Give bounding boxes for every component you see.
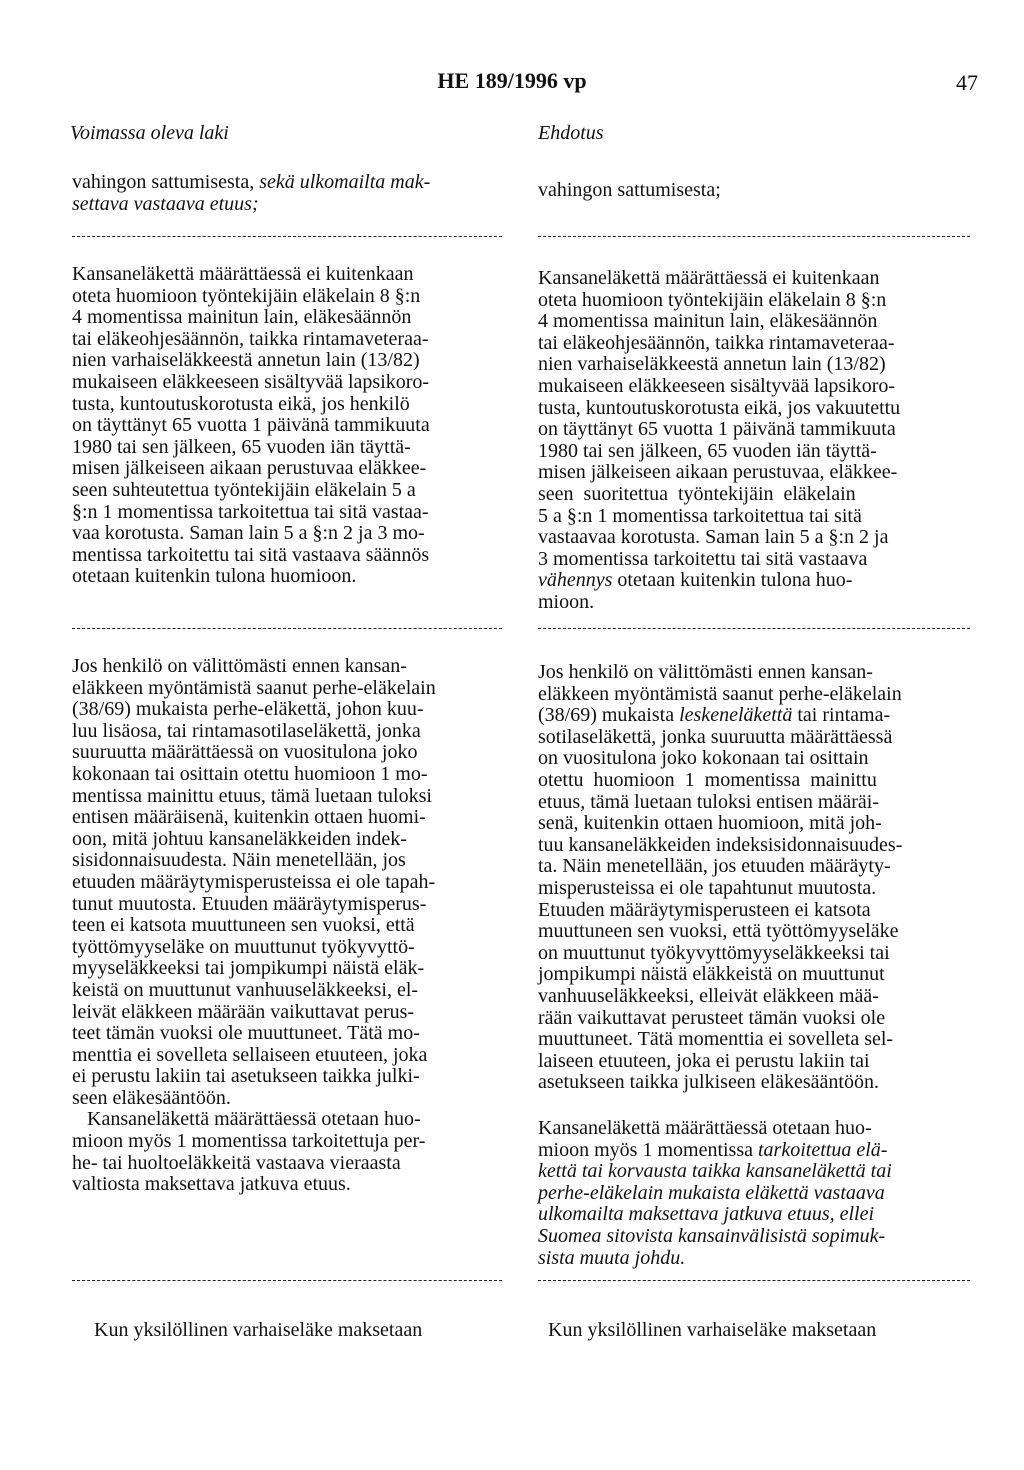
text-line: vastaavaa korotusta. Saman lain 5 a §:n 2 ja	[538, 526, 889, 549]
right-paragraph-3	[538, 1118, 892, 1269]
italic-text: leskeneläkettä	[679, 704, 793, 727]
text-line: vahingon sattumisesta;	[538, 179, 721, 201]
page-number: 47	[956, 70, 978, 95]
text-line: luu lisäosa, tai rintamasotilaseläkettä, jonka	[72, 719, 421, 742]
text-line: entisen määräisenä, kuitenkin ottaen huomi-	[72, 806, 426, 829]
text-line: 5 a §:n 1 momentissa tarkoitettua tai sitä	[538, 504, 862, 527]
text-line: 1980 tai sen jälkeen, 65 vuoden iän täyttä-	[538, 439, 877, 462]
text-line: vahingon sattumisesta, sekä ulkomailta mak-	[72, 171, 431, 193]
right-separator	[538, 1280, 970, 1281]
text-line: Kansaneläkettä määrättäessä otetaan huo-	[538, 1117, 872, 1139]
text-line: misperusteissa ei ole tapahtunut muutosta.	[538, 876, 877, 899]
text-line: otetaan kuitenkin tulona huomioon.	[72, 565, 357, 588]
italic-text: sista muuta johdu.	[538, 1246, 686, 1269]
text-line: oteta huomioon työntekijäin eläkelain 8 §:n	[72, 284, 421, 307]
text-line: Kansaneläkettä määrättäessä ei kuitenkaan	[72, 263, 414, 285]
text-line: mioon.	[538, 590, 595, 613]
text-line: keistä on muuttunut vanhuuseläkkeeksi, el-	[72, 978, 419, 1001]
text-line: muuttuneet. Tätä momenttia ei sovelleta sel-	[538, 1028, 894, 1051]
page-title: HE 189/1996 vp	[437, 68, 587, 93]
text-line: oon, mitä johtuu kansaneläkkeiden indek-	[72, 827, 407, 850]
text-line: tuu kansaneläkkeiden indeksisidonnaisuudes-	[538, 833, 903, 856]
italic-text: settava vastaava etuus;	[72, 192, 259, 215]
left-paragraph-1	[72, 264, 430, 588]
text-line	[538, 1183, 892, 1205]
left-intro	[72, 172, 430, 215]
text-line: on täyttänyt 65 vuotta 1 päivänä tammikuuta	[72, 414, 430, 437]
text-line: on vuositulona joko kokonaan tai osittain	[538, 747, 869, 770]
text-line: 3 momentissa tarkoitettu tai sitä vastaava	[538, 547, 868, 570]
right-paragraph-1	[538, 268, 900, 614]
text-line: §:n 1 momentissa tarkoitettua tai sitä vastaa-	[72, 500, 429, 523]
text-line: misen jälkeiseen aikaan perustuvaa, eläkkee-	[538, 461, 898, 484]
text-line: valtiosta maksettava jatkuva etuus.	[72, 1173, 351, 1196]
text-line: teet tämän vuoksi ole muuttuneet. Tätä mo-	[72, 1022, 420, 1045]
right-separator	[538, 628, 970, 629]
text-line: tunut muutosta. Etuuden määräytymisperus-	[72, 892, 427, 915]
text-line: sotilaseläkettä, jonka suuruutta määrättäessä	[538, 725, 893, 748]
right-paragraph-2	[538, 662, 902, 1094]
italic-text: ulkomailta maksettava jatkuva etuus, ellei	[538, 1203, 875, 1226]
text-line: laiseen etuuteen, joka ei perustu lakiin tai	[538, 1049, 870, 1072]
left-paragraph-2	[72, 656, 436, 1196]
text-line: myyseläkkeeksi tai jompikumpi näistä eläk-	[72, 957, 425, 980]
right-separator	[538, 236, 970, 237]
text-line: tai eläkeohjesäännön, taikka rintamaveteraa-	[538, 331, 895, 354]
text-line: on täyttänyt 65 vuotta 1 päivänä tammikuuta	[538, 418, 896, 441]
italic-text: sekä ulkomailta mak-	[259, 171, 431, 193]
text-line: teen ei katsota muuttuneen sen vuoksi, että	[72, 914, 415, 937]
text-line: seen suhteutettua työntekijäin eläkelain 5 a	[72, 478, 416, 501]
italic-text: tarkoitettua elä-	[758, 1138, 888, 1161]
text-line: misen jälkeiseen aikaan perustuvaa eläkkee-	[72, 457, 427, 480]
text-line: otettu huomioon 1 momentissa mainittu	[538, 768, 877, 791]
text-line: tai eläkeohjesäännön, taikka rintamaveteraa-	[72, 327, 429, 350]
text-line: Jos henkilö on välittömästi ennen kansan-	[538, 661, 873, 683]
left-closing-line: Kun yksilöllinen varhaiseläke maksetaan	[94, 1319, 423, 1341]
text-line: eläkkeen myöntämistä saanut perhe-eläkelain	[538, 682, 902, 705]
text-line: tusta, kuntoutuskorotusta eikä, jos vakuutettu	[538, 396, 901, 419]
left-separator	[72, 236, 502, 237]
text-line: seen suoritettua työntekijäin eläkelain	[538, 482, 856, 505]
text-line: mukaiseen eläkkeeseen sisältyvää lapsikoro-	[538, 374, 896, 397]
text-line: Kansaneläkettä määrättäessä ei kuitenkaan	[538, 267, 880, 289]
text-line: leivät eläkkeen määrään vaikuttavat perus-	[72, 1000, 415, 1023]
text-line: jompikumpi näistä eläkkeistä on muuttunut	[538, 963, 885, 986]
text-line: etuuden määräytymisperusteissa ei ole tapah-	[72, 870, 436, 893]
text-line: ei perustu lakiin tai asetukseen taikka julki-	[72, 1065, 420, 1088]
text-line: Jos henkilö on välittömästi ennen kansan-	[72, 655, 407, 677]
text-line: muuttuneen sen vuoksi, että työttömyyseläke	[538, 920, 899, 943]
text-line: seen eläkesääntöön.	[72, 1086, 231, 1109]
text-line	[72, 194, 430, 216]
text-line	[538, 1161, 892, 1183]
text-line: tusta, kuntoutuskorotusta eikä, jos henkilö	[72, 392, 410, 415]
text-line: 1980 tai sen jälkeen, 65 vuoden iän täyttä-	[72, 435, 411, 458]
text-line: asetukseen taikka julkiseen eläkesääntöön.	[538, 1071, 879, 1094]
text-line: oteta huomioon työntekijäin eläkelain 8 §:n	[538, 288, 887, 311]
text-line: vanhuuseläkkeeksi, elleivät eläkkeen mää-	[538, 984, 879, 1007]
text-line: ta. Näin menetellään, jos etuuden määräyty-	[538, 855, 891, 878]
text-line: nien varhaiseläkkeestä annetun lain (13/82)	[538, 353, 886, 376]
text-line: 4 momentissa mainitun lain, eläkesäännön	[72, 306, 412, 329]
text-line: Kansaneläkettä määrättäessä otetaan huo-	[72, 1108, 421, 1131]
text-line: eläkkeen myöntämistä saanut perhe-eläkelain	[72, 676, 436, 699]
text-line: senä, kuitenkin ottaen huomioon, mitä joh-	[538, 812, 882, 835]
right-closing-line: Kun yksilöllinen varhaiseläke maksetaan	[548, 1319, 877, 1341]
text-line: Etuuden määräytymisperusteen ei katsota	[538, 898, 871, 921]
text-line: mioon myös 1 momentissa tarkoitettuja per-	[72, 1130, 426, 1153]
right-intro	[538, 180, 721, 202]
text-line: rään vaikuttavat perusteet tämän vuoksi ole	[538, 1006, 886, 1029]
text-line: (38/69) mukaista leskeneläkettä tai rintama-	[538, 704, 891, 727]
italic-text: vähennys	[538, 569, 613, 592]
italic-text: Suomea sitovista kansainvälisistä sopimuk-	[538, 1224, 886, 1247]
text-line: on muuttunut työkyvyttömyyseläkkeeksi tai	[538, 941, 890, 964]
text-line: mentissa mainittu etuus, tämä luetaan tuloksi	[72, 784, 432, 807]
text-line: kokonaan tai osittain otettu huomioon 1 mo-	[72, 762, 428, 785]
left-column-heading: Voimassa oleva laki	[70, 122, 229, 144]
text-line: suuruutta määrättäessä on vuositulona joko	[72, 741, 418, 764]
left-separator	[72, 628, 502, 629]
text-line: sisidonnaisuudesta. Näin menetellään, jos	[72, 849, 406, 872]
text-line: mukaiseen eläkkeeseen sisältyvää lapsikoro-	[72, 370, 430, 393]
italic-text: kettä tai korvausta taikka kansaneläkettä tai	[538, 1160, 892, 1183]
italic-text: perhe-eläkelain mukaista eläkettä vastaava	[538, 1181, 885, 1204]
text-line: (38/69) mukaista perhe-eläkettä, johon kuu-	[72, 698, 424, 721]
text-line: mioon myös 1 momentissa tarkoitettua elä-	[538, 1138, 888, 1161]
right-column-heading: Ehdotus	[538, 122, 604, 144]
text-line: nien varhaiseläkkeestä annetun lain (13/82)	[72, 349, 420, 372]
left-separator	[72, 1280, 502, 1281]
text-line: menttia ei sovelleta sellaiseen etuuteen, joka	[72, 1043, 428, 1066]
text-line: he- tai huoltoeläkkeitä vastaava vieraasta	[72, 1151, 401, 1174]
text-line: mentissa tarkoitettu tai sitä vastaava säännös	[72, 543, 430, 566]
text-line	[538, 1226, 892, 1248]
text-line: vähennys otetaan kuitenkin tulona huo-	[538, 569, 853, 592]
text-line: työttömyyseläke on muuttunut työkyvyttö-	[72, 935, 415, 958]
text-line	[538, 1204, 892, 1226]
text-line: vaa korotusta. Saman lain 5 a §:n 2 ja 3 mo-	[72, 522, 425, 545]
text-line: etuus, tämä luetaan tuloksi entisen määräi-	[538, 790, 879, 813]
text-line: 4 momentissa mainitun lain, eläkesäännön	[538, 310, 878, 333]
text-line	[538, 1248, 892, 1270]
